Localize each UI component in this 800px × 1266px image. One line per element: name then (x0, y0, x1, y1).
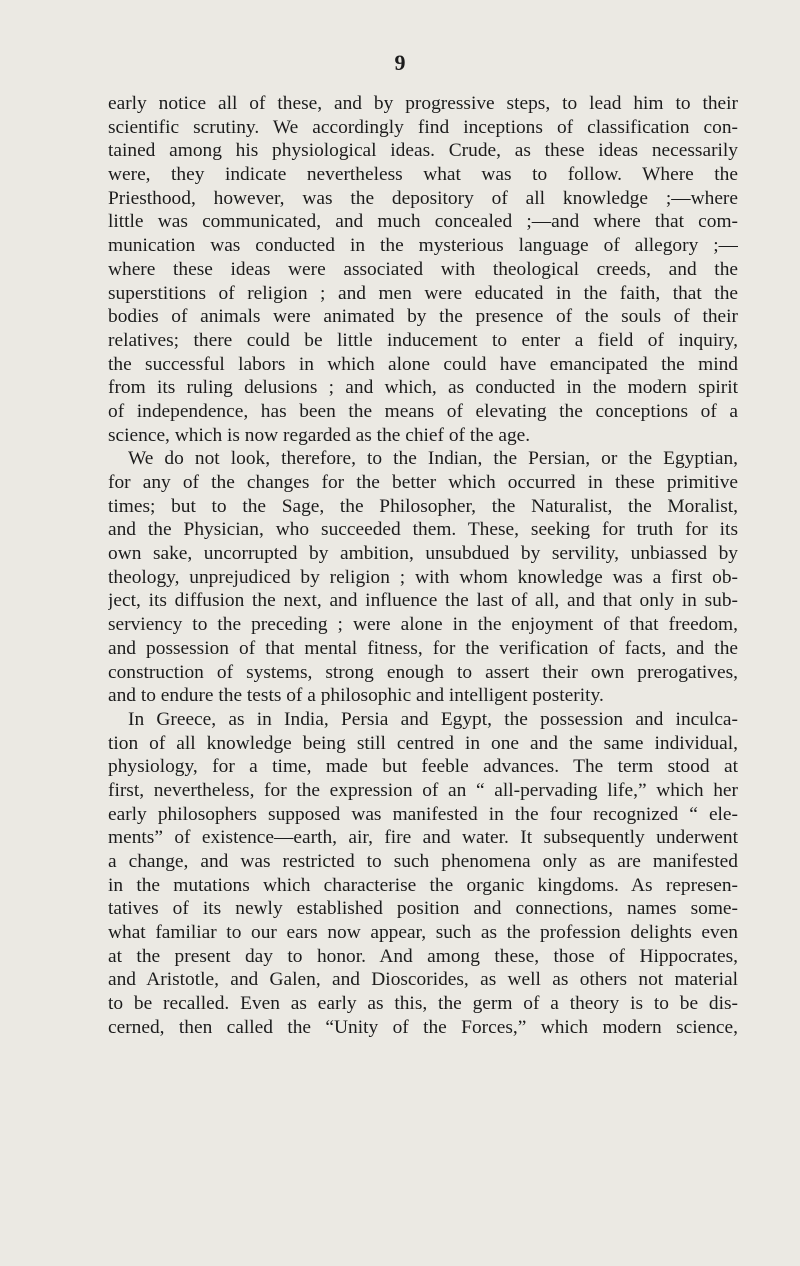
text-line: construction of systems, strong enough to assert their own prerogatives, (108, 661, 738, 683)
text-line: early notice all of these, and by progressive steps, to lead him to their (108, 93, 738, 114)
text-line: and possession of that mental fitness, for the verification of facts, and the (108, 637, 738, 659)
text-line: tion of all knowledge being still centred in one and the same individual, (108, 732, 738, 754)
text-line: superstitions of religion ; and men were educated in the faith, that the (108, 282, 738, 304)
text-line: times; but to the Sage, the Philosopher, the Naturalist, the Moralist, (108, 495, 738, 517)
text-line: Priesthood, however, was the depository of all knowledge ;—where (108, 187, 738, 209)
text-line: to be recalled. Even as early as this, the germ of a theory is to be dis- (108, 993, 738, 1015)
text-line: a change, and was restricted to such phenomena only as are manifested (108, 851, 738, 872)
text-line: relatives; there could be little inducement to enter a field of inquiry, (108, 329, 738, 351)
text-line: of independence, has been the means of elevating the conceptions of a (108, 400, 738, 422)
text-line: from its ruling delusions ; and which, as conducted in the modern spirit (108, 377, 738, 399)
text-line: little was communicated, and much concealed ;—and where that com- (108, 211, 738, 233)
text-line: tatives of its newly established position and connections, names some- (108, 898, 738, 920)
text-line: serviency to the preceding ; were alone in the enjoyment of that freedom, (108, 614, 738, 636)
body-text (108, 92, 738, 1040)
text-line: at the present day to honor. And among these, those of Hippocrates, (108, 945, 738, 967)
page-number: 9 (394, 50, 406, 75)
text-line: tained among his physiological ideas. Crude, as these ideas necessarily (108, 140, 738, 162)
text-line: what familiar to our ears now appear, such as the profession delights even (108, 922, 738, 944)
text-line: where these ideas were associated with theological creeds, and the (108, 258, 738, 280)
text-line: cerned, then called the “Unity of the Forces,” which modern science, (108, 1016, 738, 1038)
text-line: the successful labors in which alone could have emancipated the mind (108, 353, 738, 375)
text-line: scientific scrutiny. We accordingly find inceptions of classification con- (108, 116, 738, 138)
text-line: bodies of animals were animated by the presence of the souls of their (108, 306, 738, 328)
text-line: ments” of existence—earth, air, fire and water. It subsequently underwent (108, 827, 738, 849)
text-line: for any of the changes for the better which occurred in these primitive (108, 472, 738, 493)
text-line: theology, unprejudiced by religion ; with whom knowledge was a first ob- (108, 566, 738, 588)
text-line: We do not look, therefore, to the Indian, the Persian, or the Egyptian, (128, 448, 738, 470)
text-line: in the mutations which characterise the organic kingdoms. As represen- (108, 874, 738, 896)
text-line: first, nevertheless, for the expression of an “ all-pervading life,” which her (108, 779, 738, 801)
text-line: own sake, uncorrupted by ambition, unsubdued by servility, unbiassed by (108, 543, 738, 565)
text-line: and to endure the tests of a philosophic and intelligent posterity. (108, 685, 604, 707)
text-line: physiology, for a time, made but feeble advances. The term stood at (108, 756, 738, 778)
text-line: and the Physician, who succeeded them. These, seeking for truth for its (108, 519, 738, 541)
text-line: ject, its diffusion the next, and influence the last of all, and that only in sub- (108, 590, 738, 612)
text-line: munication was conducted in the mysterious language of allegory ;— (108, 235, 738, 257)
text-line: science, which is now regarded as the chief of the age. (108, 424, 531, 446)
text-line: and Aristotle, and Galen, and Dioscorides, as well as others not material (108, 969, 738, 991)
text-line: early philosophers supposed was manifested in the four recognized “ ele- (108, 803, 738, 825)
text-line: were, they indicate nevertheless what was to follow. Where the (108, 164, 738, 186)
text-line: In Greece, as in India, Persia and Egypt, the possession and inculca- (128, 708, 738, 730)
